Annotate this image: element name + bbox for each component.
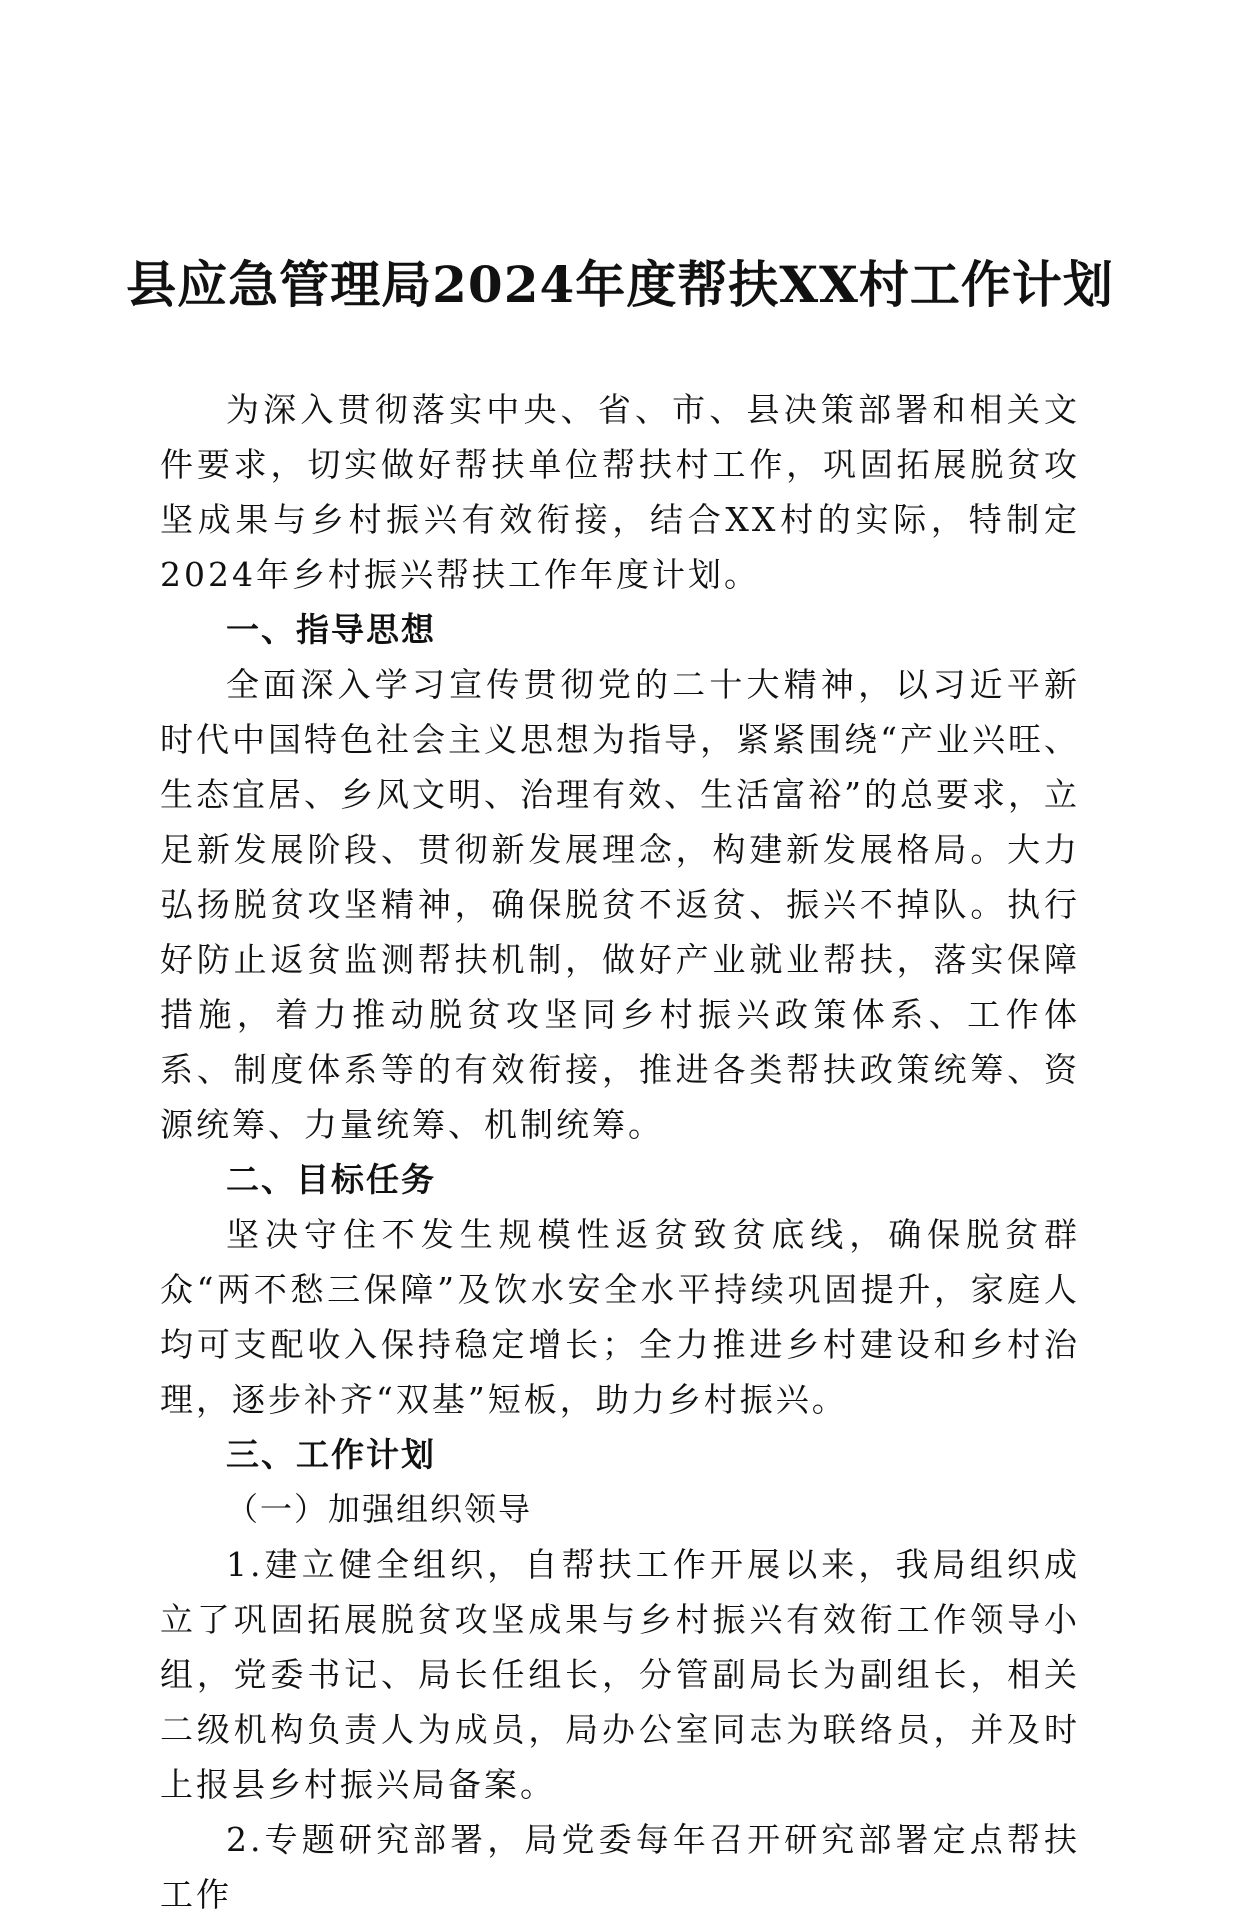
section-heading-work-plan: 三、工作计划 (226, 1435, 436, 1474)
subsection-heading-organization: （一）加强组织领导 (226, 1490, 533, 1528)
work-plan-item: 1.建立健全组织，自帮扶工作开展以来，我局组织成立了巩固拓展脱贫攻坚成果与乡村振兴有效衔工作领导小组，党委书记、局长任组长，分管副局长为副组长，相关二级机构负责人为成员，局办公室同志为联络员，并及时上报县乡村振兴局备案。 (160, 1545, 1080, 1804)
intro-paragraph: 为深入贯彻落实中央、省、市、县决策部署和相关文件要求，切实做好帮扶单位帮扶村工作，巩固拓展脱贫攻坚成果与乡村振兴有效衔接，结合XX村的实际，特制定2024年乡村振兴帮扶工作年度计划。 (160, 390, 1080, 594)
section-heading-objectives: 二、目标任务 (226, 1160, 436, 1199)
document-title: 县应急管理局2024年度帮扶XX村工作计划 (126, 255, 1114, 314)
section-paragraph-objectives: 坚决守住不发生规模性返贫致贫底线，确保脱贫群众“两不愁三保障”及饮水安全水平持续巩固提升，家庭人均可支配收入保持稳定增长；全力推进乡村建设和乡村治理，逐步补齐“双基”短板，助力乡村振兴。 (160, 1215, 1080, 1419)
document-body (160, 382, 1080, 1922)
section-paragraph-guiding-ideology: 全面深入学习宣传贯彻党的二十大精神，以习近平新时代中国特色社会主义思想为指导，紧紧围绕“产业兴旺、生态宜居、乡风文明、治理有效、生活富裕”的总要求，立足新发展阶段、贯彻新发展理念，构建新发展格局。大力弘扬脱贫攻坚精神，确保脱贫不返贫、振兴不掉队。执行好防止返贫监测帮扶机制，做好产业就业帮扶，落实保障措施，着力推动脱贫攻坚同乡村振兴政策体系、工作体系、制度体系等的有效衔接，推进各类帮扶政策统筹、资源统筹、力量统筹、机制统筹。 (160, 665, 1080, 1144)
section-heading-guiding-ideology: 一、指导思想 (226, 610, 436, 649)
work-plan-item: 2.专题研究部署，局党委每年召开研究部署定点帮扶工作 (160, 1820, 1080, 1914)
